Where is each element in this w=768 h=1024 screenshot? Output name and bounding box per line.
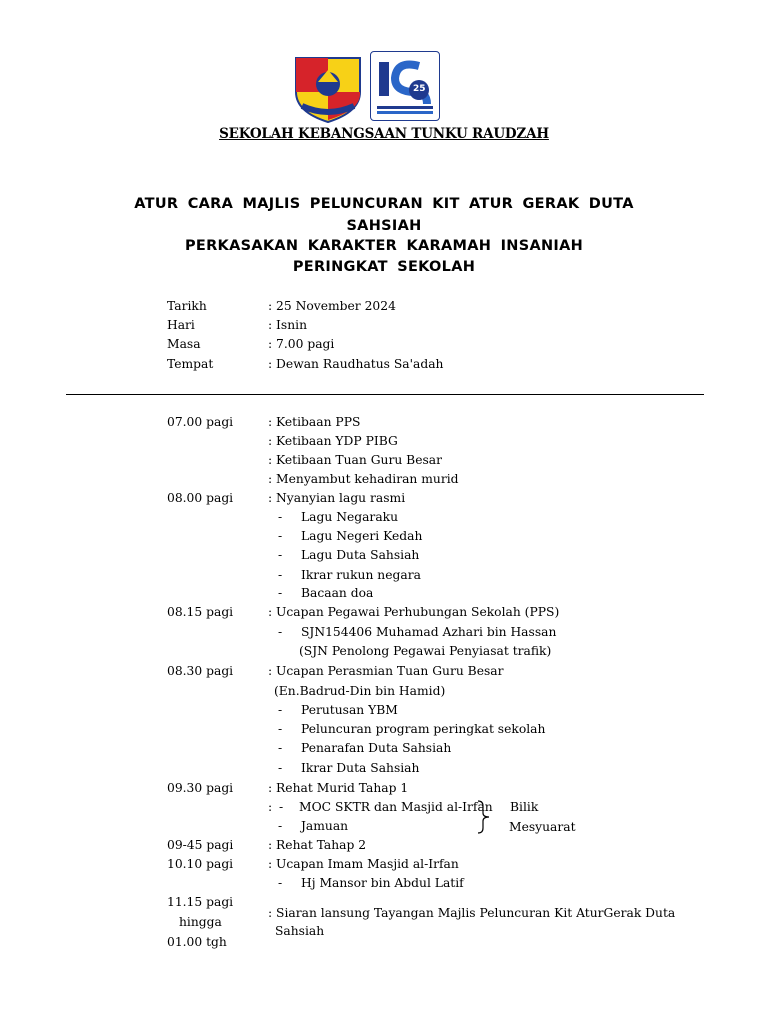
event-line: : Menyambut kehadiran murid xyxy=(268,472,459,486)
detail-label: Tarikh xyxy=(167,299,207,313)
bullet-dash: - xyxy=(278,548,283,562)
bullet-item: Hj Mansor bin Abdul Latif xyxy=(301,876,464,890)
right-brace-icon xyxy=(477,800,491,834)
detail-label: Hari xyxy=(167,318,195,332)
school-crest-logo xyxy=(290,52,366,124)
event-line: : Siaran lansung Tayangan Majlis Peluncuran Kit AturGerak Duta xyxy=(268,906,676,920)
event-line: : Nyanyian lagu rasmi xyxy=(268,491,406,505)
event-line: : Ketibaan PPS xyxy=(268,415,361,429)
time-label: 07.00 pagi xyxy=(167,415,234,429)
school-name: SEKOLAH KEBANGSAAN TUNKU RAUDZAH xyxy=(219,126,549,142)
time-label: 09.30 pagi xyxy=(167,781,234,795)
event-line: : Ketibaan Tuan Guru Besar xyxy=(268,453,442,467)
detail-value: : 25 November 2024 xyxy=(268,299,396,313)
bullet-dash: - xyxy=(278,510,283,524)
location-label: Mesyuarat xyxy=(509,820,576,834)
bullet-dash: - xyxy=(278,568,283,582)
bullet-item: Bacaan doa xyxy=(301,586,374,600)
partner-logo-number: 25 xyxy=(413,84,426,94)
partner-logo xyxy=(370,51,440,121)
detail-value: : 7.00 pagi xyxy=(268,337,335,351)
event-note: (SJN Penolong Pegawai Penyiasat trafik) xyxy=(299,644,552,658)
bullet-item: Ikrar rukun negara xyxy=(301,568,421,582)
detail-label: Tempat xyxy=(167,357,214,371)
bullet-colon: : xyxy=(268,800,273,814)
bullet-dash: - xyxy=(278,761,283,775)
event-line: : Rehat Tahap 2 xyxy=(268,838,367,852)
divider xyxy=(66,394,704,395)
detail-value: : Isnin xyxy=(268,318,307,332)
detail-value: : Dewan Raudhatus Sa'adah xyxy=(268,357,444,371)
event-line: : Ucapan Imam Masjid al-Irfan xyxy=(268,857,459,871)
bullet-item: Perutusan YBM xyxy=(301,703,398,717)
bullet-item: Lagu Negaraku xyxy=(301,510,399,524)
bullet-dash: - xyxy=(278,625,283,639)
time-label: 09-45 pagi xyxy=(167,838,234,852)
title-line-2: SAHSIAH xyxy=(346,218,422,234)
title-line-3: PERKASAKAN KARAKTER KARAMAH INSANIAH xyxy=(184,238,584,254)
time-label: hingga xyxy=(179,915,222,929)
time-label: 01.00 tgh xyxy=(167,935,227,949)
bullet-item: Ikrar Duta Sahsiah xyxy=(301,761,420,775)
bullet-item: SJN154406 Muhamad Azhari bin Hassan xyxy=(301,625,557,639)
location-label: Bilik xyxy=(510,800,539,814)
bullet-dash: - xyxy=(278,586,283,600)
detail-label: Masa xyxy=(167,337,201,351)
bullet-dash: - xyxy=(278,703,283,717)
event-line: : Ketibaan YDP PIBG xyxy=(268,434,398,448)
event-line: Sahsiah xyxy=(275,924,325,938)
bullet-item: Penarafan Duta Sahsiah xyxy=(301,741,452,755)
time-label: 08.00 pagi xyxy=(167,491,234,505)
bullet-dash: - xyxy=(278,819,283,833)
bullet-item: Jamuan xyxy=(301,819,349,833)
bullet-item: Lagu Negeri Kedah xyxy=(301,529,423,543)
event-note: (En.Badrud-Din bin Hamid) xyxy=(274,684,446,698)
bullet-dash: - xyxy=(279,800,284,814)
bullet-item: MOC SKTR dan Masjid al-Irfan xyxy=(299,800,493,814)
bullet-dash: - xyxy=(278,876,283,890)
title-line-1: ATUR CARA MAJLIS PELUNCURAN KIT ATUR GERAK DUTA xyxy=(134,196,634,212)
title-line-4: PERINGKAT SEKOLAH xyxy=(292,259,476,275)
time-label: 08.30 pagi xyxy=(167,664,234,678)
bullet-item: Peluncuran program peringkat sekolah xyxy=(301,722,546,736)
bullet-dash: - xyxy=(278,529,283,543)
event-line: : Ucapan Perasmian Tuan Guru Besar xyxy=(268,664,504,678)
bullet-dash: - xyxy=(278,722,283,736)
bullet-dash: - xyxy=(278,741,283,755)
time-label: 08.15 pagi xyxy=(167,605,234,619)
time-label: 10.10 pagi xyxy=(167,857,234,871)
bullet-item: Lagu Duta Sahsiah xyxy=(301,548,420,562)
time-label: 11.15 pagi xyxy=(167,895,234,909)
event-line: : Ucapan Pegawai Perhubungan Sekolah (PPS) xyxy=(268,605,560,619)
event-line: : Rehat Murid Tahap 1 xyxy=(268,781,409,795)
